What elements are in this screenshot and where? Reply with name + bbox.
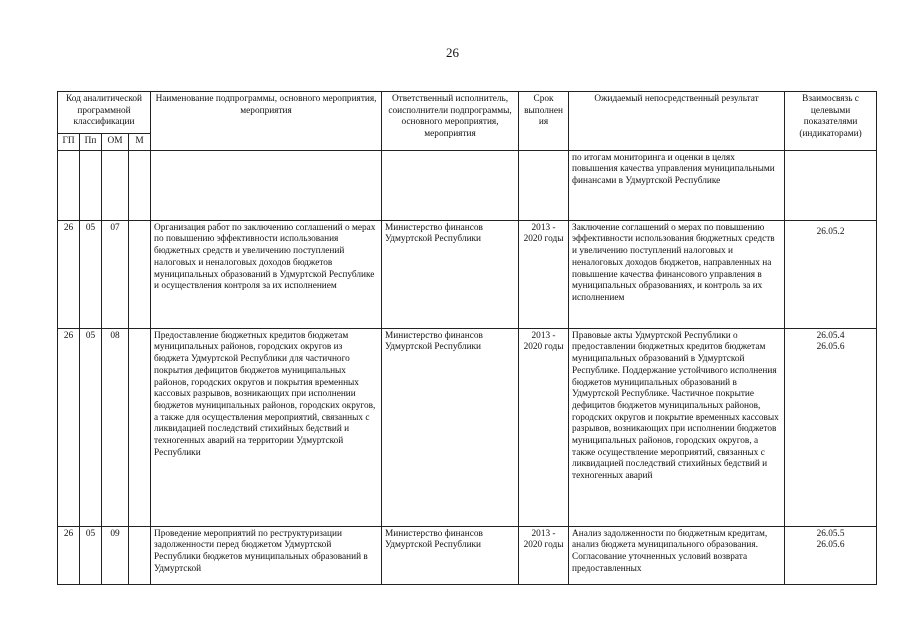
cell-indicators: 26.05.5 26.05.6 xyxy=(785,526,877,584)
header-pp: Пп xyxy=(80,134,102,151)
header-responsible: Ответственный исполнитель, соисполнители подпрограммы, основного мероприятия, мероприятия xyxy=(382,92,519,151)
cell-name: Организация работ по заключению соглашений о мерах по повышению эффективности использования бюджетных средств и увеличению поступлений налоговых и неналоговых доходов бюджетов муниципальных образований в Удмуртской Республике и осуществления контроля за их исполнением xyxy=(151,220,382,328)
cell-name: Проведение мероприятий по реструктуризации задолженности перед бюджетом Удмуртской Республики бюджетов муниципальных образований в Удмуртской xyxy=(151,526,382,584)
cell-indicators: 26.05.4 26.05.6 xyxy=(785,328,877,526)
table-row xyxy=(58,150,877,220)
cell-responsible xyxy=(382,150,519,220)
header-om: ОМ xyxy=(102,134,129,151)
cell-name xyxy=(151,150,382,220)
cell-result: Правовые акты Удмуртской Республики о предоставлении бюджетных кредитов бюджетам муниципальных образований в Удмуртской Республике. Поддержание устойчивого исполнения бюджетов муниципальных образований в Удмуртской Республике. Частичное покрытие дефицитов бюджетов муниципальных районов, городских округов и покрытие временных кассовых разрывов, возникающих при исполнении бюджетов муниципальных районов, городских округов, а также осуществление мероприятий, связанных с ликвидацией последствий стихийных бедствий и техногенных аварий xyxy=(569,328,785,526)
cell-om: 07 xyxy=(102,220,129,328)
cell-om: 08 xyxy=(102,328,129,526)
cell-term: 2013 - 2020 годы xyxy=(519,328,569,526)
cell-term: 2013 - 2020 годы xyxy=(519,220,569,328)
cell-gp: 26 xyxy=(58,526,80,584)
cell-pp: 05 xyxy=(80,220,102,328)
cell-om xyxy=(102,150,129,220)
cell-responsible: Министерство финансов Удмуртской Республики xyxy=(382,220,519,328)
table-row xyxy=(58,526,877,584)
cell-pp xyxy=(80,150,102,220)
table-row xyxy=(58,328,877,526)
cell-responsible: Министерство финансов Удмуртской Республики xyxy=(382,328,519,526)
header-result: Ожидаемый непосредственный результат xyxy=(569,92,785,151)
program-table xyxy=(57,91,877,585)
cell-responsible: Министерство финансов Удмуртской Республики xyxy=(382,526,519,584)
header-code-group: Код аналитической программной классификации xyxy=(58,92,151,134)
cell-pp: 05 xyxy=(80,328,102,526)
table-row xyxy=(58,220,877,328)
cell-gp: 26 xyxy=(58,328,80,526)
cell-result: по итогам мониторинга и оценки в целях повышения качества управления муниципальными финансами в Удмуртской Республике xyxy=(569,150,785,220)
cell-om: 09 xyxy=(102,526,129,584)
cell-gp xyxy=(58,150,80,220)
cell-term: 2013 - 2020 годы xyxy=(519,526,569,584)
header-name: Наименование подпрограммы, основного мероприятия, мероприятия xyxy=(151,92,382,151)
header-term: Срок выполнен ия xyxy=(519,92,569,151)
page-number: 26 xyxy=(446,45,459,60)
cell-name: Предоставление бюджетных кредитов бюджетам муниципальных районов, городских округов из бюджета Удмуртской Республики для частичного покрытия дефицитов бюджетов муниципальных районов, городских округов и покрытия временных кассовых разрывов, возникающих при исполнении бюджетов муниципальных районов, городских округов, а также для осуществления мероприятий, связанных с ликвидацией последствий стихийных бедствий и техногенных аварий на территории Удмуртской Республики xyxy=(151,328,382,526)
cell-m xyxy=(129,526,151,584)
header-row xyxy=(58,92,877,134)
cell-gp: 26 xyxy=(58,220,80,328)
cell-m xyxy=(129,220,151,328)
cell-pp: 05 xyxy=(80,526,102,584)
cell-m xyxy=(129,150,151,220)
cell-indicators: 26.05.2 xyxy=(785,220,877,328)
cell-term xyxy=(519,150,569,220)
cell-result: Заключение соглашений о мерах по повышению эффективности использования бюджетных средств и увеличению поступлений налоговых и неналоговых доходов бюджетов, направленных на повышение качества финансового управления в муниципальных образованиях, и контроль за их исполнением xyxy=(569,220,785,328)
header-indicators: Взаимосвязь с целевыми показателями (индикаторами) xyxy=(785,92,877,151)
header-gp: ГП xyxy=(58,134,80,151)
header-m: М xyxy=(129,134,151,151)
cell-indicators xyxy=(785,150,877,220)
cell-m xyxy=(129,328,151,526)
cell-result: Анализ задолженности по бюджетным кредитам, анализ бюджета муниципального образования. Согласование уточненных условий возврата предоставленных xyxy=(569,526,785,584)
